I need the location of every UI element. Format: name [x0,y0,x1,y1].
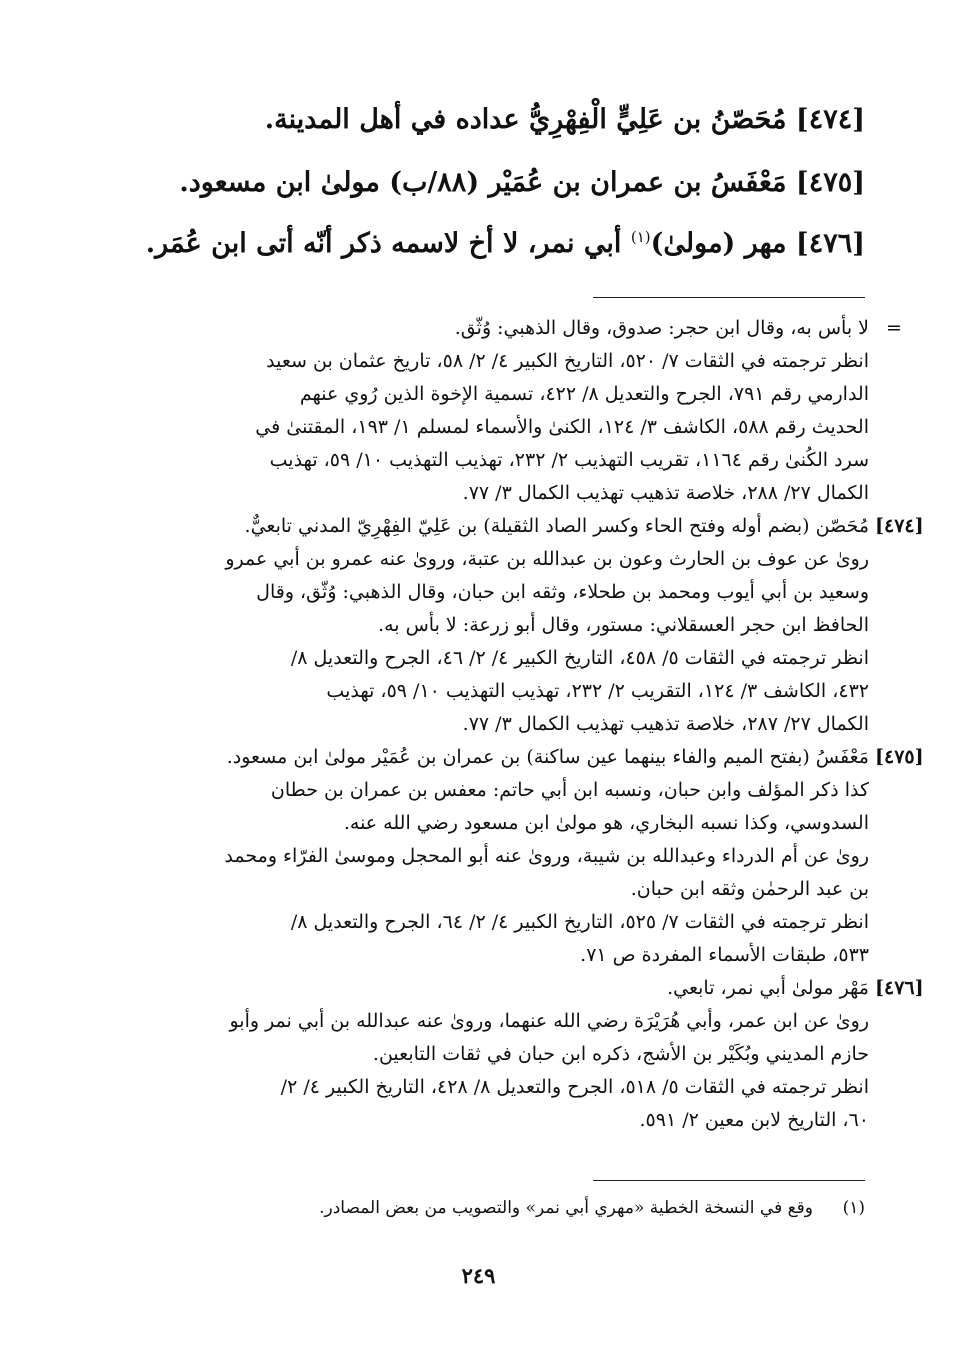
note-line: مَعْفَسُ (بفتح الميم والفاء بينهما عين ساكنة) بن عمران بن عُمَيْر مولىٰ ابن مسعود. [226,746,869,768]
note-line: الكمال ٢٧/ ٢٨٧، خلاصة تذهيب تهذيب الكمال ٣/ ٧٧. [462,713,869,735]
entry-number: [٤٧٤] [795,104,865,135]
note-line: الدارمي رقم ٧٩١، الجرح والتعديل ٨/ ٤٢٢، تسمية الإخوة الذين رُوي عنهم [299,383,869,405]
note-line: انظر ترجمته في الثقات ٥/ ٥١٨، الجرح والتعديل ٨/ ٤٢٨، التاريخ الكبير ٤/ ٢/ [280,1076,869,1098]
note-line: روىٰ عن أم الدرداء وعبدالله بن شيبة، وروىٰ عنه أبو المحجل وموسىٰ الفرّاء ومحمد [224,845,869,867]
note-line: الكمال ٢٧/ ٢٨٨، خلاصة تذهيب تهذيب الكمال ٣/ ٧٧. [462,482,869,504]
note-label: [٤٧٤] [875,515,924,537]
entry-text: مهر (مولىٰ) [650,228,787,259]
note-line: انظر ترجمته في الثقات ٧/ ٥٢٥، التاريخ الكبير ٤/ ٢/ ٦٤، الجرح والتعديل ٨/ [290,911,869,933]
entry-text: أبي نمر، لا أخ لاسمه ذكر أنّه أتى ابن عُمَر. [145,228,622,259]
main-entry-476 [90,227,865,261]
page-number: ٢٤٩ [461,1263,496,1288]
note-line: السدوسي، وكذا نسبه البخاري، هو مولىٰ ابن مسعود رضي الله عنه. [343,812,869,834]
note-line: بن عبد الرحمٰن وثقه ابن حبان. [630,878,869,900]
note-label: [٤٧٦] [875,977,924,999]
main-entry-475 [90,166,865,200]
note-line: ٤٣٢، الكاشف ٣/ ١٢٤، التقريب ٢/ ٢٣٢، تهذيب التهذيب ١٠/ ٥٩، تهذيب [326,680,869,702]
footnote [90,1196,865,1220]
note-line: انظر ترجمته في الثقات ٥/ ٤٥٨، التاريخ الكبير ٤/ ٢/ ٤٦، الجرح والتعديل ٨/ [290,647,869,669]
note-line: روىٰ عن ابن عمر، وأبي هُرَيْرَة رضي الله عنهما، وروىٰ عنه عبدالله بن أبي نمر وأبو [229,1010,869,1032]
note-line: الحديث رقم ٥٨٨، الكاشف ٣/ ١٢٤، الكنىٰ والأسماء لمسلم ١/ ١٩٣، المقتنىٰ في [255,416,869,438]
footnote-marker: (١) [630,228,651,246]
entry-number: [٤٧٥] [795,167,865,198]
note-line: انظر ترجمته في الثقات ٧/ ٥٢٠، التاريخ الكبير ٤/ ٢/ ٥٨، تاريخ عثمان بن سعيد [266,350,869,372]
main-entry-474 [90,103,865,137]
note-line: مَهْر مولىٰ أبي نمر، تابعي. [667,977,869,999]
notes-block [126,312,924,1212]
entry-text: مَعْفَسُ بن عمران بن عُمَيْر (٨٨/ب) مولىٰ ابن مسعود. [179,167,787,198]
note-line: كذا ذكر المؤلف وابن حبان، ونسبه ابن أبي حاتم: معفس بن عمران بن حطان [270,779,869,801]
note-line: سرد الكُنىٰ رقم ١١٦٤، تقريب التهذيب ٢/ ٢٣٢، تهذيب التهذيب ١٠/ ٥٩، تهذيب [269,449,869,471]
note-line: حازم المديني وبُكَيْر بن الأشج، ذكره ابن حبان في ثقات التابعين. [372,1043,869,1065]
note-line: مُحَصّن (بضم أوله وفتح الحاء وكسر الصاد الثقيلة) بن عَلِيّ الفِهْرِيّ المدني تابعيٌّ. [244,515,869,537]
footnote-text: وقع في النسخة الخطية «مهري أبي نمر» والتصويب من بعض المصادر. [319,1198,813,1218]
entry-text: مُحَصّنُ بن عَلِيٍّ الْفِهْرِيُّ عداده في أهل المدينة. [264,104,787,135]
note-line: لا بأس به، وقال ابن حجر: صدوق، وقال الذهبي: وُثّق. [454,317,869,339]
note-line: ٥٣٣، طبقات الأسماء المفردة ص ٧١. [580,944,869,966]
note-line: ٦٠، التاريخ لابن معين ٢/ ٥٩١. [639,1109,869,1131]
entry-number: [٤٧٦] [795,228,865,259]
notes-divider [593,297,865,298]
continuation-marker: = [886,317,902,339]
note-label: [٤٧٥] [875,746,924,768]
footnote-divider [593,1180,865,1181]
footnote-number: (١) [842,1198,865,1218]
note-line: وسعيد بن أبي أيوب ومحمد بن طحلاء، وثقه ابن حبان، وقال الذهبي: وُثّق، وقال [256,581,869,603]
note-line: روىٰ عن عوف بن الحارث وعون بن عبدالله بن عتبة، وروىٰ عنه عمرو بن أبي عمرو [225,548,869,570]
note-line: الحافظ ابن حجر العسقلاني: مستور، وقال أبو زرعة: لا بأس به. [378,614,869,636]
